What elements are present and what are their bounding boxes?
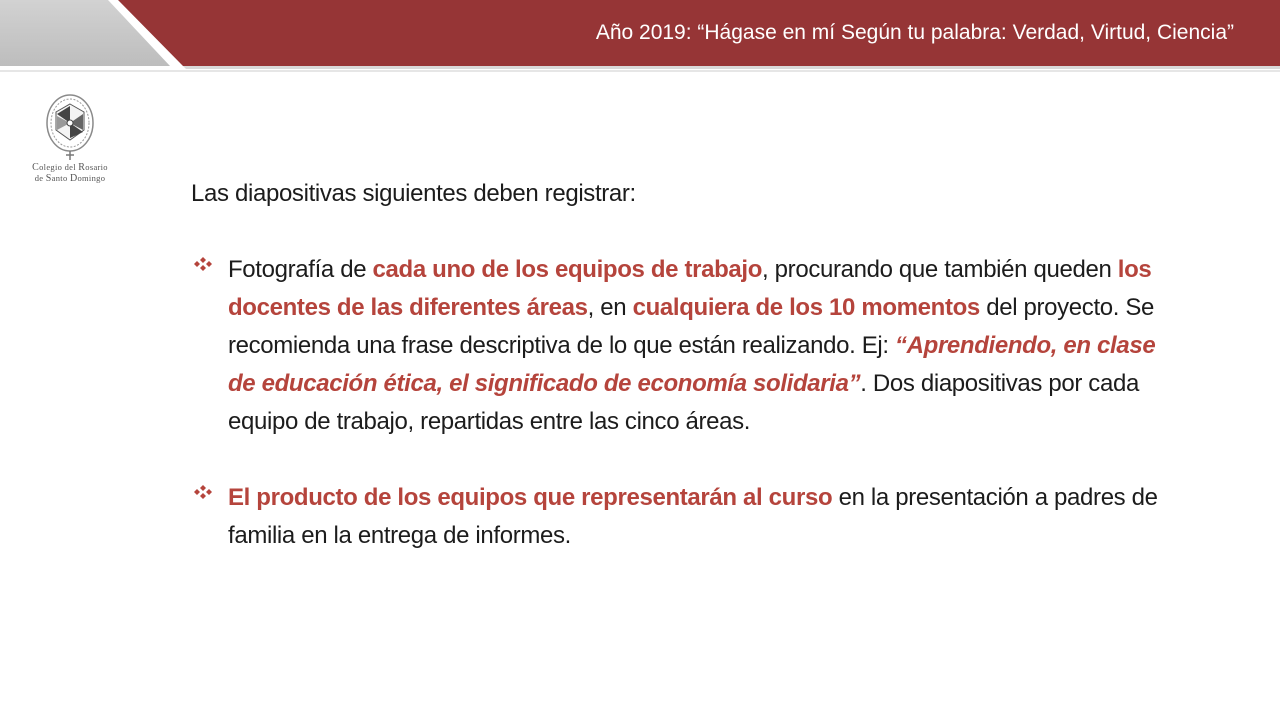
intro-text: Las diapositivas siguientes deben registrar: — [191, 180, 636, 207]
slide-content — [191, 175, 1161, 593]
crest-logo-icon — [43, 92, 97, 162]
bullet-item-photos: Fotografía de cada uno de los equipos de trabajo, procurando que también queden los docentes de las diferentes áreas, en cualquiera de los 10 momentos del proyecto. Se recomienda una frase descriptiva de lo que están realizando. Ej: “Aprendiendo, en clase de educación ética, el significado de economía solidaria”. Dos diapositivas por cada equipo de trabajo, repartidas entre las cinco áreas. — [191, 251, 1161, 441]
logo-caption-line2: de Santo Domingo — [34, 173, 106, 184]
school-logo — [20, 92, 120, 192]
header-title: Año 2019: “Hágase en mí Según tu palabra: Verdad, Virtud, Ciencia” — [595, 21, 1234, 44]
bullet-item-product: El producto de los equipos que representarán al curso en la presentación a padres de familia en la entrega de informes. — [191, 479, 1161, 555]
diamond-bullet-icon — [191, 479, 217, 517]
diamond-bullet-icon — [191, 251, 217, 289]
logo-caption-line1: Colegio del Rosario — [32, 162, 108, 173]
